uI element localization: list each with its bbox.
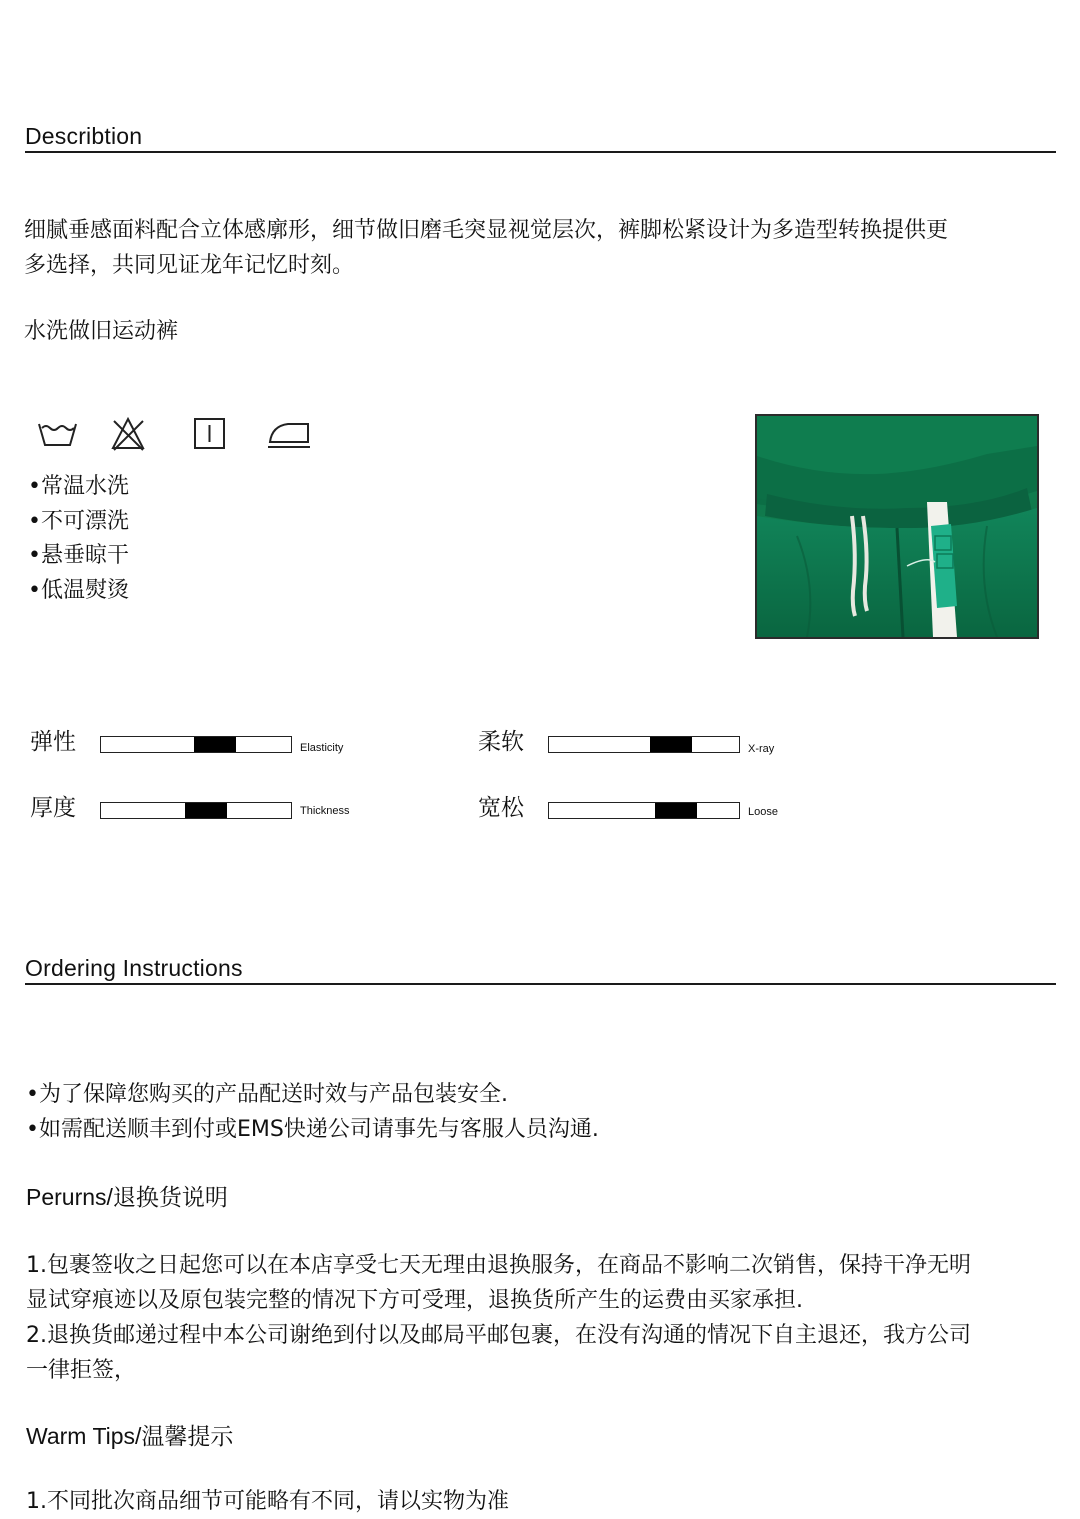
rating-label: 厚度 [30, 795, 76, 821]
low-iron-icon [258, 414, 332, 454]
rating-label: 柔软 [478, 729, 524, 755]
no-bleach-icon [110, 414, 184, 454]
care-item: •低温熨烫 [28, 577, 129, 603]
description-body-line-2: 多选择，共同见证龙年记忆时刻。 [24, 253, 355, 278]
description-body-line-1: 细腻垂感面料配合立体感廓形，细节做旧磨毛突显视觉层次，裤脚松紧设计为多造型转换提供更 [24, 218, 949, 243]
rating-bar [548, 736, 740, 753]
description-header [25, 121, 1056, 153]
rating-level-marker [185, 803, 227, 818]
product-name: 水洗做旧运动裤 [24, 319, 179, 344]
rating-en-label: Loose [748, 806, 778, 818]
green-pants-illustration [757, 416, 1037, 637]
rating-level-marker [655, 803, 697, 818]
rating-level-marker [650, 737, 692, 752]
rating-bar [100, 736, 292, 753]
rating-en-label: Elasticity [300, 742, 344, 754]
ordering-note: •如需配送顺丰到付或EMS快递公司请事先与客服人员沟通. [26, 1117, 599, 1142]
returns-line: 一律拒签， [26, 1358, 137, 1383]
hang-dry-icon [184, 414, 258, 454]
care-item: •不可漂洗 [28, 508, 129, 534]
product-detail-photo [755, 414, 1039, 639]
returns-title: Perurns/退换货说明 [26, 1184, 228, 1210]
tips-line: 1.不同批次商品细节可能略有不同，请以实物为准 [26, 1489, 509, 1514]
rating-label: 弹性 [30, 729, 76, 755]
rating-en-label: Thickness [300, 805, 350, 817]
wash-basin-icon [36, 414, 110, 454]
description-title: Describtion [25, 123, 143, 149]
rating-en-label: X-ray [748, 743, 775, 755]
rating-level-marker [194, 737, 236, 752]
returns-line: 1.包裹签收之日起您可以在本店享受七天无理由退换服务，在商品不影响二次销售，保持干净无明 [26, 1253, 971, 1278]
returns-line: 显试穿痕迹以及原包装完整的情况下方可受理，退换货所产生的运费由买家承担. [26, 1288, 803, 1313]
ordering-title: Ordering Instructions [25, 955, 243, 981]
ordering-header [25, 953, 1056, 985]
rating-label: 宽松 [478, 795, 524, 821]
tips-title: Warm Tips/温馨提示 [26, 1423, 234, 1449]
care-list [28, 470, 129, 608]
ordering-note: •为了保障您购买的产品配送时效与产品包装安全. [26, 1082, 508, 1107]
rating-bar [548, 802, 740, 819]
rating-bar [100, 802, 292, 819]
care-icons [36, 414, 332, 454]
care-item: •常温水洗 [28, 474, 129, 499]
returns-line: 2.退换货邮递过程中本公司谢绝到付以及邮局平邮包裹，在没有沟通的情况下自主退还，我方公司 [26, 1323, 971, 1348]
care-item: •悬垂晾干 [28, 543, 129, 568]
